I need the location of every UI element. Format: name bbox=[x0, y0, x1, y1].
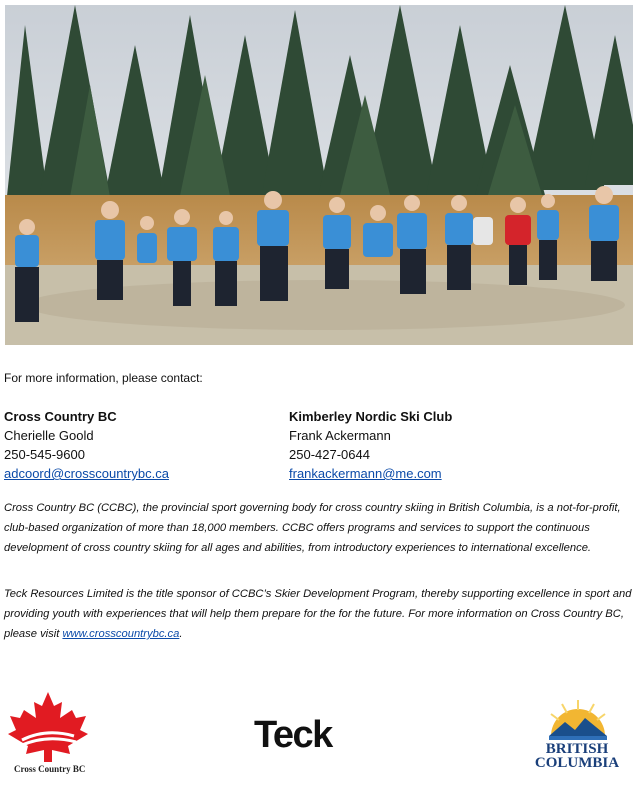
contact-phone: 250-545-9600 bbox=[4, 447, 85, 462]
contact-org: Kimberley Nordic Ski Club bbox=[289, 409, 453, 424]
contact-name: Frank Ackermann bbox=[289, 428, 391, 443]
contact-intro: For more information, please contact: bbox=[4, 371, 203, 385]
ccbc-description: Cross Country BC (CCBC), the provincial sport governing body for cross country skiing in British Columbia, is a not-for-profit, club-based organization of more than 18,000 members. CCBC offers programs and services to support the continuous development of cross country skiing for all ages and abilities, from introductory experiences to international excellence. bbox=[4, 502, 621, 554]
contact-phone: 250-427-0644 bbox=[289, 447, 370, 462]
website-link[interactable]: www.crosscountrybc.ca bbox=[62, 628, 180, 640]
contact-block-ccbc bbox=[4, 407, 169, 483]
british-columbia-logo bbox=[545, 696, 611, 740]
teck-sponsor-paragraph bbox=[4, 584, 632, 644]
contact-name: Cherielle Goold bbox=[4, 428, 94, 443]
contact-email-link[interactable]: frankackermann@me.com bbox=[289, 466, 442, 481]
group-photo bbox=[5, 5, 633, 345]
sponsor-text: Teck Resources Limited is the title sponsor of CCBC’s Skier Development Program, thereby supporting excellence in sport and providing youth with experiences that will help them prepare for the for the future. For more information on Cross Country BC, please visit bbox=[4, 588, 632, 640]
teck-logo: Teck bbox=[254, 714, 332, 756]
group-photo-illustration bbox=[5, 5, 633, 345]
sponsor-text-end: . bbox=[179, 628, 183, 640]
contact-org: Cross Country BC bbox=[4, 409, 117, 424]
sunrise-mountains-icon bbox=[545, 696, 611, 740]
maple-leaf-icon bbox=[6, 690, 90, 762]
contact-block-kimberley bbox=[289, 407, 452, 483]
cross-country-bc-logo bbox=[6, 690, 90, 762]
british-columbia-logo-line1: BRITISH bbox=[545, 741, 609, 757]
contact-email-link[interactable]: adcoord@crosscountrybc.ca bbox=[4, 466, 169, 481]
british-columbia-logo-line2: COLUMBIA bbox=[534, 755, 620, 771]
cross-country-bc-logo-text: Cross Country BC bbox=[14, 764, 86, 774]
